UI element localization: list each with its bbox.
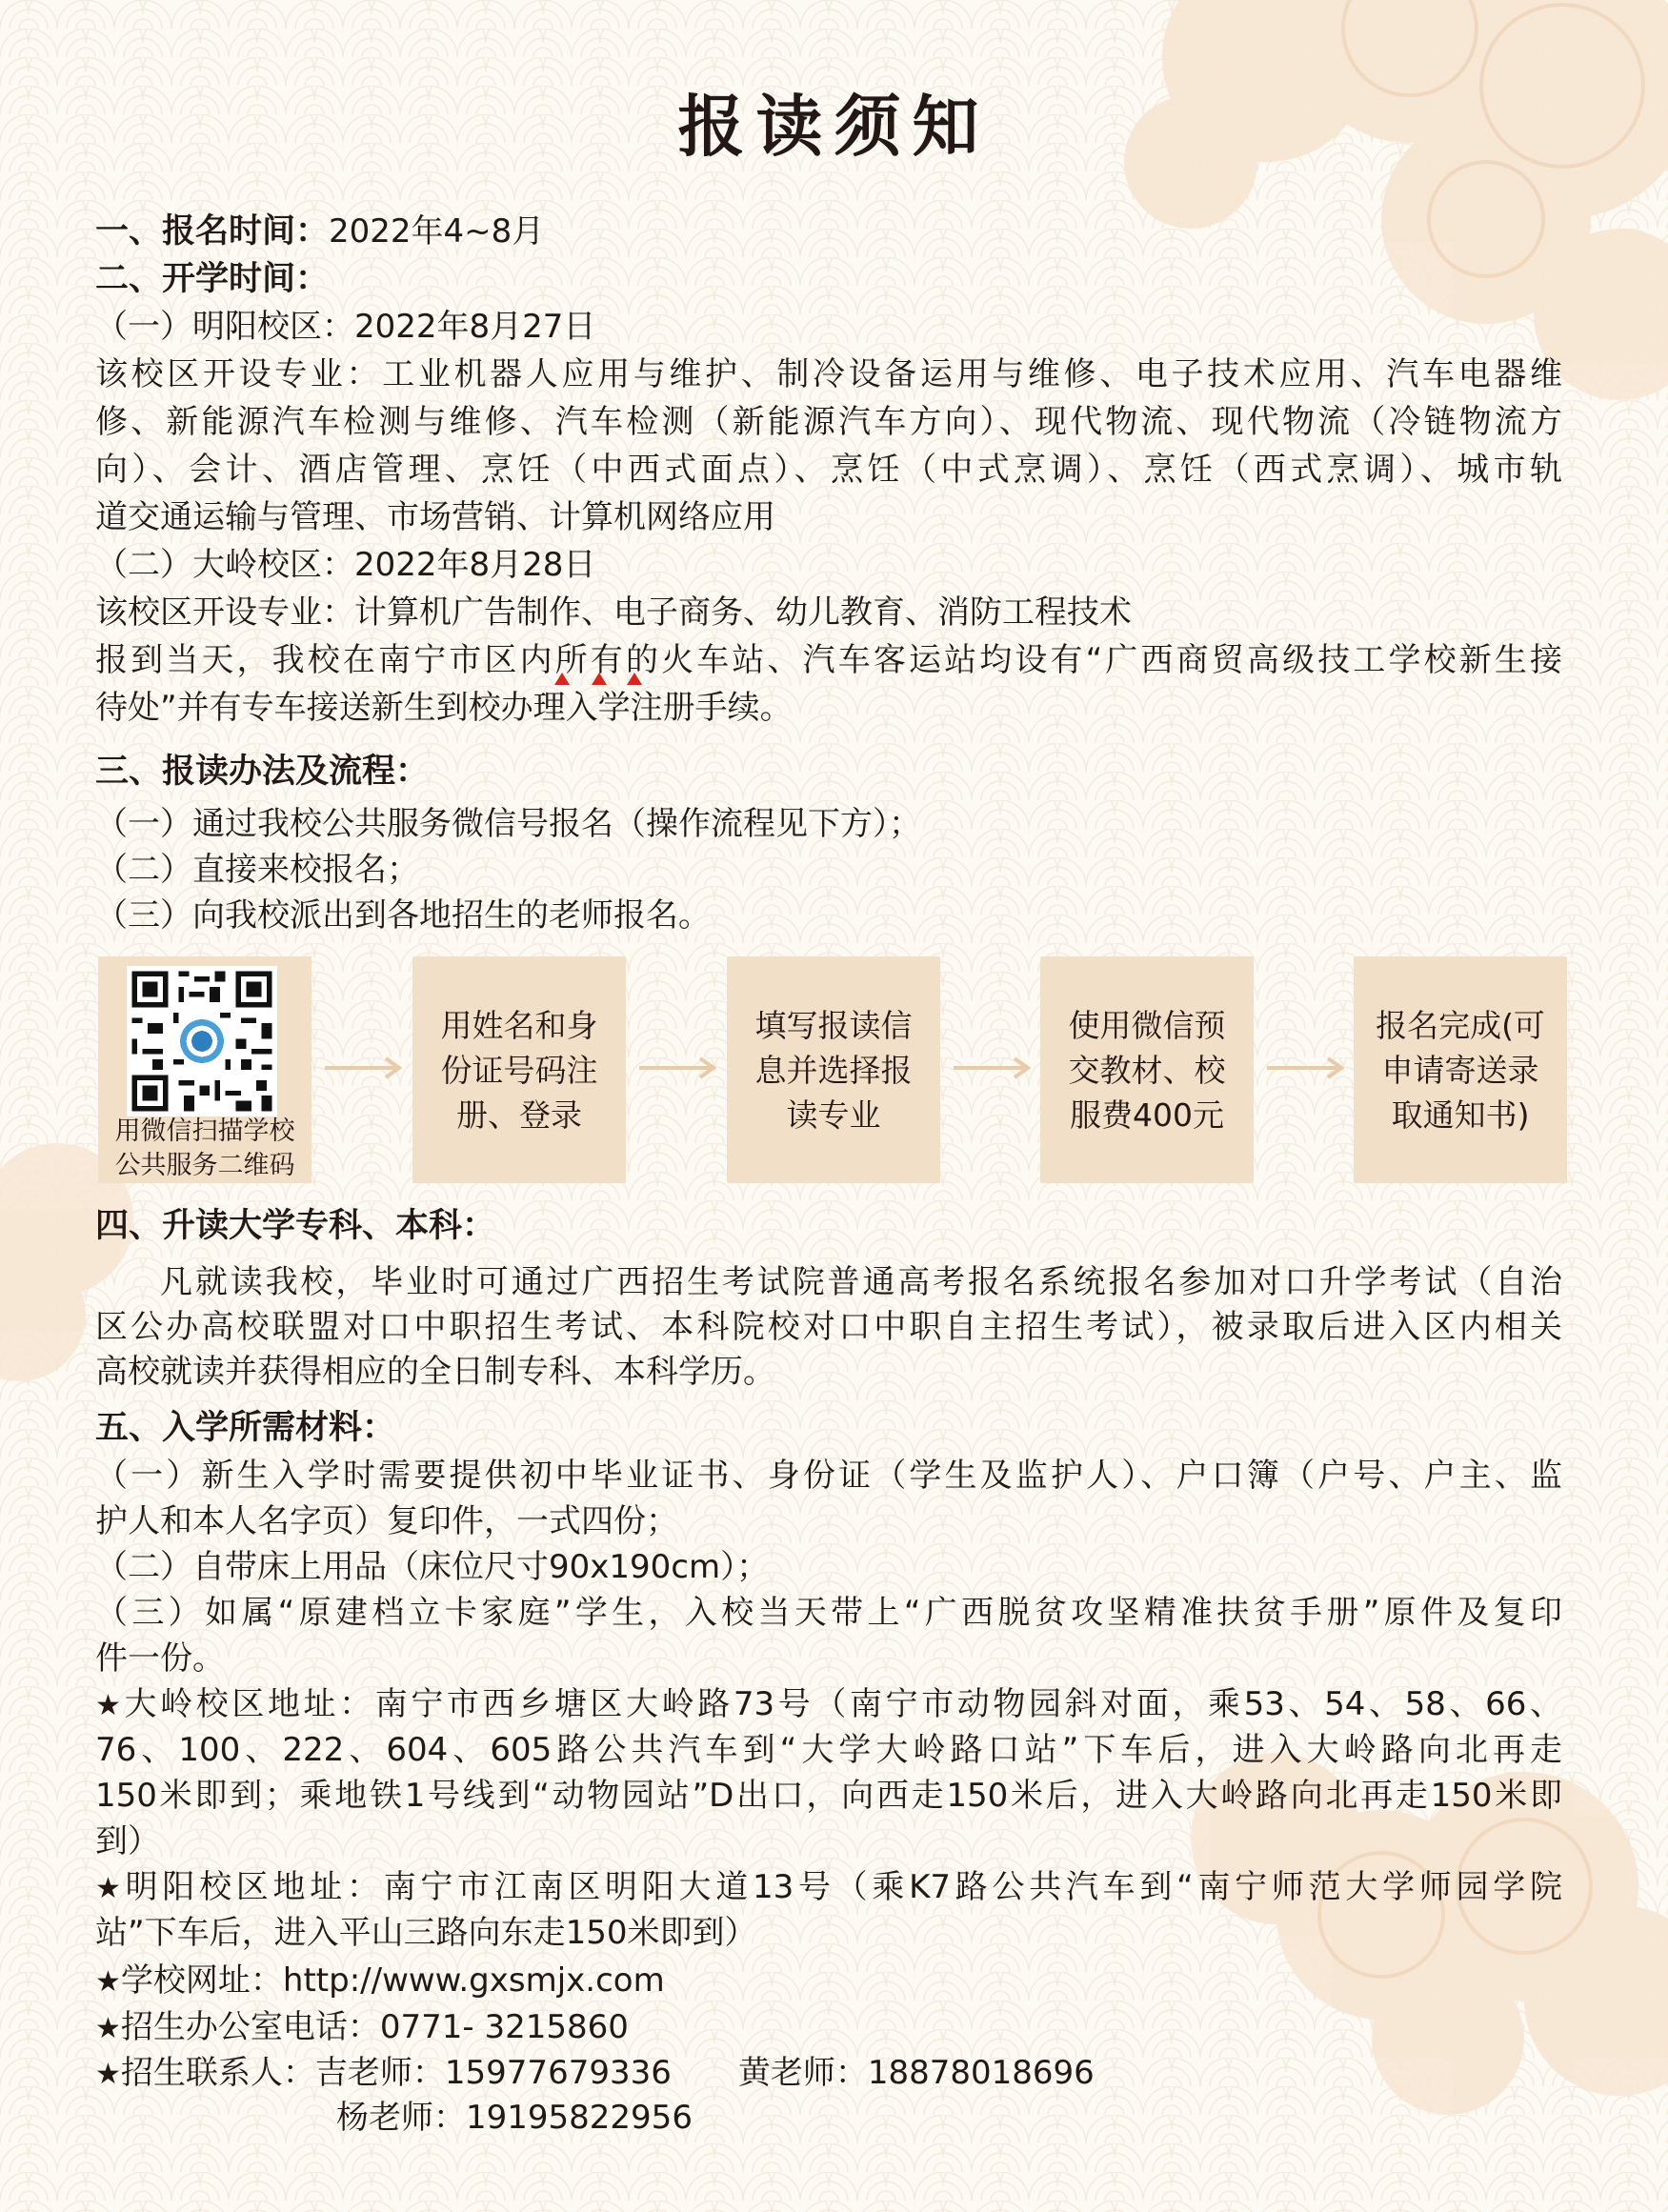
daling-address-line: 76、100、222、604、605路公共汽车到“大学大岭路口站”下车后，进入大岭路向北再走 (95, 1731, 1562, 1769)
material-line: （二）自带床上用品（床位尺寸90x190cm）； (95, 1548, 770, 1586)
qr-caption (98, 1115, 311, 1183)
red-mark-icon (554, 673, 570, 685)
daling-label: （二）大岭校区： (95, 546, 354, 584)
office-phone: 0771- 3215860 (379, 2008, 629, 2046)
daling-address-text: 大岭校区地址：南宁市西乡塘区大岭路73号（南宁市动物园斜对面，乘53、54、58、66、 (124, 1685, 1562, 1723)
method-item: （三）向我校派出到各地招生的老师报名。 (95, 896, 711, 935)
contacts-line-2 (336, 2094, 1479, 2142)
daling-address-line: 150米即到；乘地铁1号线到“动物园站”D出口，向西走150米后，进入大岭路向北再走150米即 (95, 1777, 1562, 1815)
enroll-period: 2022年4~8月 (329, 212, 545, 251)
section-4-heading: 四、升读大学专科、本科： (95, 1207, 496, 1245)
section-1-enroll-time (95, 208, 1562, 255)
section-1-heading: 一、报名时间： (95, 212, 330, 251)
contact-ji-phone: 15977679336 (444, 2054, 672, 2092)
phone-line (95, 2003, 1562, 2053)
mingyang-address-line: 站”下车后，进入平山三路向东走150米即到） (95, 1914, 757, 1952)
website-link[interactable]: http://www.gxsmjx.com (282, 1961, 665, 2000)
red-mark-icon (592, 673, 607, 685)
arrow-right-icon (952, 1054, 1034, 1082)
reception-line: 待处”并有专车接送新生到校办理入学注册手续。 (95, 689, 793, 727)
step-complete (1354, 956, 1567, 1183)
mingyang-start (95, 303, 1562, 351)
registration-flowchart (98, 956, 1570, 1185)
daling-start (95, 541, 1562, 589)
contact-ji-name: 吉老师： (314, 2054, 445, 2092)
arrow-right-icon (1265, 1054, 1347, 1082)
qr-caption-line: 公共服务二维码 (114, 1151, 295, 1180)
reception-line: 报到当天，我校在南宁市区内所有的火车站、汽车客运站均设有“广西商贸高级技工学校新生接 (95, 641, 1562, 679)
phone-label: 招生办公室电话： (120, 2008, 380, 2046)
material-line: （三）如属“原建档立卡家庭”学生，入校当天带上“广西脱贫攻坚精准扶贫手册”原件及复印 (95, 1594, 1562, 1632)
website-line (95, 1957, 1562, 2006)
mingyang-address-line (95, 1863, 1562, 1913)
upgrade-line: 区公办高校联盟对口中职招生考试、本科院校对口中职自主招生考试），被录取后进入区内相关 (95, 1308, 1562, 1346)
contacts-label: 招生联系人： (120, 2054, 315, 2092)
contacts-line (95, 2049, 1562, 2099)
step-register-text: 用姓名和身份证号码注册、登录 (440, 1006, 598, 1134)
method-item: （二）直接来校报名； (95, 851, 419, 889)
arrow-right-icon (323, 1054, 405, 1082)
mingyang-majors-line: 向）、会计、酒店管理、烹饪（中西式面点）、烹饪（中式烹调）、烹饪（西式烹调）、城市轨 (95, 451, 1562, 489)
step-register (412, 956, 626, 1183)
mingyang-label: （一）明阳校区： (95, 308, 354, 346)
star-icon: ★ (95, 2012, 121, 2045)
wechat-qr-code[interactable] (127, 966, 277, 1116)
daling-majors: 该校区开设专业：计算机广告制作、电子商务、幼儿教育、消防工程技术 (95, 593, 1132, 632)
daling-date: 2022年8月28日 (354, 546, 596, 584)
contact-yang-name: 杨老师： (336, 2099, 466, 2137)
mingyang-majors-line: 修、新能源汽车检测与维修、汽车检测（新能源汽车方向）、现代物流、现代物流（冷链物流方 (95, 403, 1562, 441)
material-line: 件一份。 (95, 1639, 225, 1678)
star-icon: ★ (95, 1965, 121, 1999)
mingyang-address-text: 明阳校区地址：南宁市江南区明阳大道13号（乘K7路公共汽车到“南宁师范大学师园学院 (125, 1868, 1562, 1906)
page-title: 报读须知 (677, 88, 991, 166)
step-fill-info (727, 956, 940, 1183)
step-prepay (1040, 956, 1254, 1183)
upgrade-line: 高校就读并获得相应的全日制专科、本科学历。 (95, 1353, 775, 1391)
qr-step (98, 956, 311, 1183)
section-2-heading: 二、开学时间： (95, 260, 330, 298)
star-icon: ★ (95, 2058, 121, 2091)
red-mark-icon (627, 673, 642, 685)
arrow-right-icon (637, 1054, 719, 1082)
section-5-heading: 五、入学所需材料： (95, 1409, 396, 1447)
material-line: （一）新生入学时需要提供初中毕业证书、身份证（学生及监护人）、户口簿（户号、户主、监 (95, 1457, 1562, 1495)
contact-huang-phone: 18878018696 (867, 2054, 1095, 2092)
upgrade-line: 凡就读我校，毕业时可通过广西招生考试院普通高考报名系统报名参加对口升学考试（自治 (160, 1263, 1562, 1301)
website-label: 学校网址： (120, 1961, 283, 2000)
step-fill-info-text: 填写报读信息并选择报读专业 (754, 1006, 913, 1134)
mingyang-majors-line: 该校区开设专业：工业机器人应用与维护、制冷设备运用与维修、电子技术应用、汽车电器维 (95, 355, 1562, 393)
step-complete-text: 报名完成(可申请寄送录取通知书) (1376, 1006, 1545, 1134)
section-3-heading: 三、报读办法及流程： (95, 753, 430, 791)
contact-yang-phone: 19195822956 (466, 2099, 693, 2137)
material-line: 护人和本人名字页）复印件，一式四份； (95, 1502, 678, 1540)
daling-address-line: 到） (95, 1822, 160, 1860)
method-item: （一）通过我校公共服务微信号报名（操作流程见下方）； (95, 805, 921, 843)
star-icon: ★ (95, 1872, 126, 1905)
mingyang-majors-line: 道交通运输与管理、市场营销、计算机网络应用 (95, 498, 775, 536)
mingyang-date: 2022年8月27日 (354, 308, 596, 346)
daling-address-line (95, 1680, 1562, 1730)
step-prepay-text: 使用微信预交教材、校服费400元 (1068, 1006, 1226, 1134)
star-icon: ★ (95, 1689, 125, 1722)
qr-caption-line: 用微信扫描学校 (114, 1116, 295, 1146)
contact-huang-name: 黄老师： (737, 2054, 868, 2092)
